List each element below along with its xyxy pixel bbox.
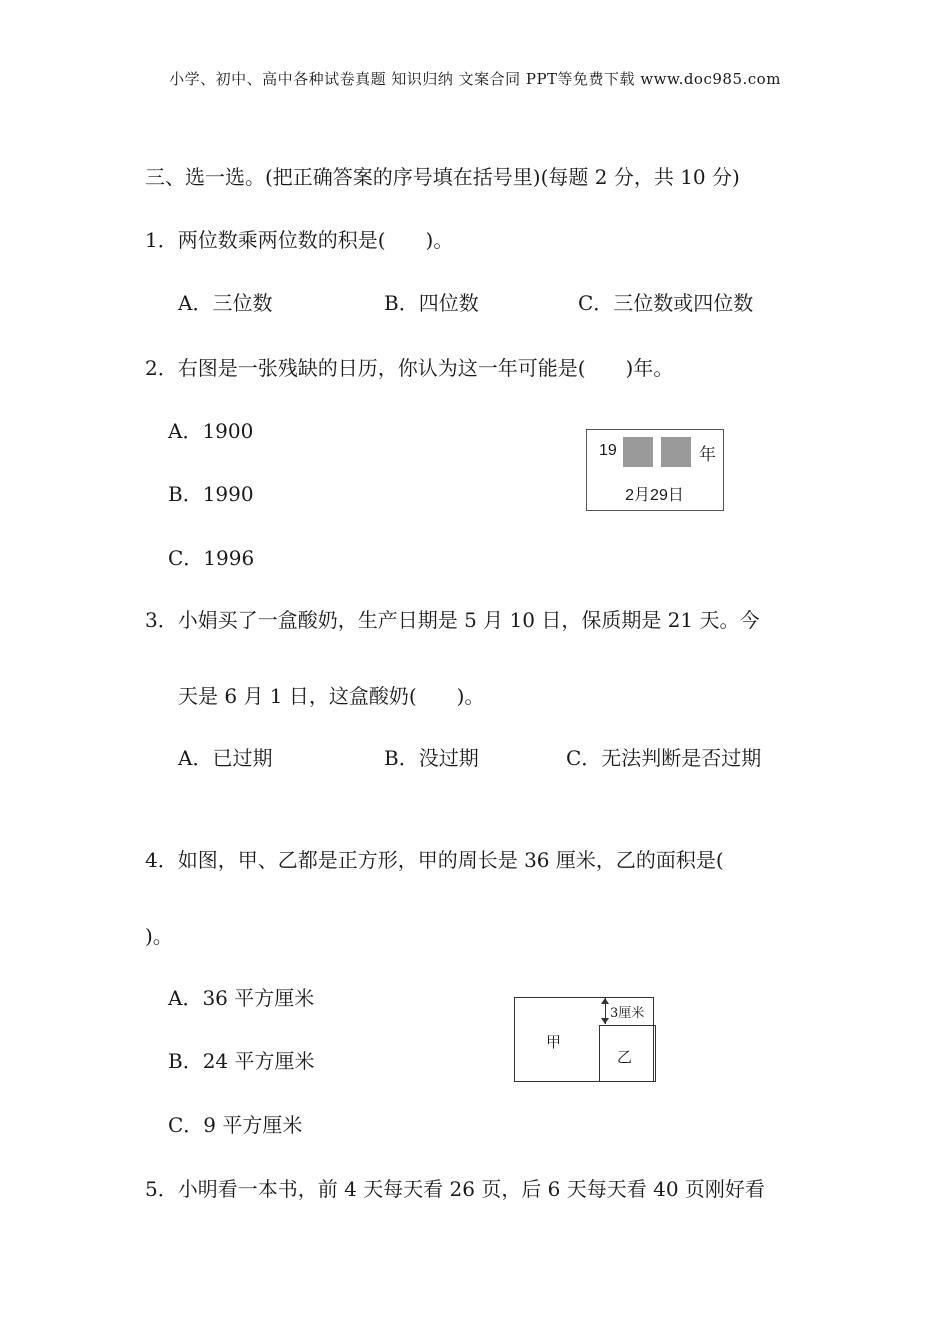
label-yi: 乙: [617, 1048, 633, 1066]
section-title: 三、选一选。(把正确答案的序号填在括号里)(每题 2 分，共 10 分): [145, 165, 740, 189]
calendar-year-prefix: 19: [599, 442, 617, 459]
question-3-option-a: A．已过期: [178, 746, 273, 770]
question-2-option-b: B．1990: [168, 482, 254, 506]
question-4-option-a: A．36 平方厘米: [168, 986, 315, 1010]
label-jia: 甲: [546, 1033, 562, 1051]
question-3-option-b: B．没过期: [384, 746, 479, 770]
question-2-option-a: A．1900: [168, 419, 254, 443]
question-2-option-c: C．1996: [168, 546, 255, 570]
calendar-date: 2月29日: [625, 487, 684, 504]
arrow-up-icon: [601, 998, 609, 1004]
question-1-option-c: C．三位数或四位数: [578, 291, 754, 315]
calendar-figure: [586, 429, 724, 511]
question-2-text: 2．右图是一张残缺的日历，你认为这一年可能是( )年。: [145, 356, 674, 380]
calendar-missing-digit: [661, 437, 691, 467]
question-5-text-line1: 5．小明看一本书，前 4 天每天看 26 页，后 6 天每天看 40 页刚好看: [145, 1177, 765, 1201]
question-3-text-line1: 3．小娟买了一盒酸奶，生产日期是 5 月 10 日，保质期是 21 天。今: [145, 608, 760, 632]
question-1-text: 1．两位数乘两位数的积是( )。: [145, 228, 454, 252]
question-3-option-c: C．无法判断是否过期: [566, 746, 762, 770]
question-4-option-b: B．24 平方厘米: [168, 1049, 315, 1073]
calendar-year-char: 年: [699, 445, 716, 465]
question-3-text-line2: 天是 6 月 1 日，这盒酸奶( )。: [178, 684, 485, 708]
question-4-option-c: C．9 平方厘米: [168, 1113, 303, 1137]
dimension-label: 3厘米: [610, 1006, 645, 1021]
question-1-option-a: A．三位数: [178, 291, 273, 315]
page-header: 小学、初中、高中各种试卷真题 知识归纳 文案合同 PPT等免费下载 www.doc985.com: [169, 70, 781, 88]
calendar-missing-digit: [623, 437, 653, 467]
question-4-text-line2: )。: [145, 924, 173, 948]
arrow-down-icon: [601, 1018, 609, 1024]
question-1-option-b: B．四位数: [384, 291, 479, 315]
squares-figure: [512, 995, 672, 1085]
question-4-text-line1: 4．如图，甲、乙都是正方形，甲的周长是 36 厘米，乙的面积是(: [145, 848, 724, 872]
